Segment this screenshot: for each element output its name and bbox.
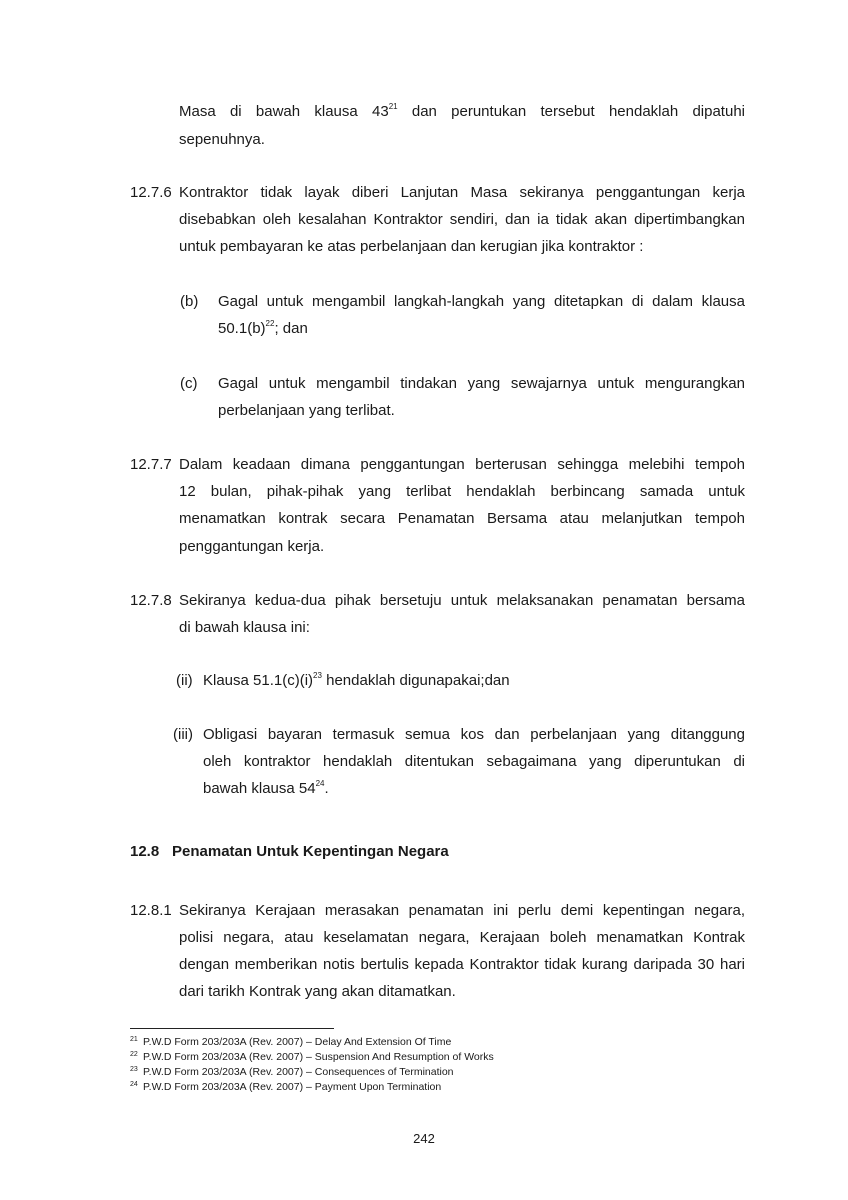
footnote-21 <box>130 1036 452 1049</box>
s1281-line-2: polisi negara, atau keselamatan negara, Kerajaan boleh menamatkan Kontrak <box>179 929 745 946</box>
item-ii-line-1-post: hendaklah digunapakai;dan <box>321 672 510 689</box>
s1278-line-1: Sekiranya kedua-dua pihak bersetuju untuk melaksanakan penamatan bersama <box>179 592 745 609</box>
item-b-line-2-post: ; dan <box>274 320 308 337</box>
s1281-line-1: Sekiranya Kerajaan merasakan penamatan ini perlu demi kepentingan negara, <box>179 902 745 919</box>
item-ii-label: (ii) <box>176 672 193 689</box>
intro-line-2: sepenuhnya. <box>179 131 265 148</box>
footnote-24 <box>130 1081 442 1094</box>
item-b-line-2 <box>218 320 308 338</box>
s1281-line-4: dari tarikh Kontrak yang akan ditamatkan. <box>179 983 456 1000</box>
section-number-1276: 12.7.6 <box>130 184 172 201</box>
footnote-number: 22 <box>130 1051 138 1058</box>
s1277-line-2: 12 bulan, pihak-pihak yang terlibat hendaklah berbincang samada untuk <box>179 483 745 500</box>
page-number: 242 <box>413 1131 435 1146</box>
item-iii-line-3-post: . <box>324 780 329 797</box>
footnote-text: P.W.D Form 203/203A (Rev. 2007) – Suspension And Resumption of Works <box>143 1051 494 1063</box>
footnote-text: P.W.D Form 203/203A (Rev. 2007) – Consequences of Termination <box>143 1066 454 1078</box>
item-ii-line-1 <box>203 672 510 690</box>
section-heading-128: Penamatan Untuk Kepentingan Negara <box>172 843 449 860</box>
item-b-line-2-text: 50.1(b) <box>218 320 266 337</box>
item-c-line-1: Gagal untuk mengambil tindakan yang sewajarnya untuk mengurangkan <box>218 375 745 392</box>
footnote-text: P.W.D Form 203/203A (Rev. 2007) – Payment Upon Termination <box>143 1081 442 1093</box>
s1276-line-2: disebabkan oleh kesalahan Kontraktor sendiri, dan ia tidak akan dipertimbangkan <box>179 211 745 228</box>
item-b-line-1: Gagal untuk mengambil langkah-langkah yang ditetapkan di dalam klausa <box>218 293 745 310</box>
footnote-ref-24: 24 <box>315 779 325 788</box>
section-number-1281: 12.8.1 <box>130 902 172 919</box>
item-iii-line-3-text: bawah klausa 54 <box>203 780 316 797</box>
s1281-line-3: dengan memberikan notis bertulis kepada Kontraktor tidak kurang daripada 30 hari <box>179 956 745 973</box>
intro-line-1-text-post: dan peruntukan tersebut hendaklah dipatuhi <box>397 103 745 120</box>
intro-line-1-text: Masa di bawah klausa 43 <box>179 103 389 120</box>
footnote-23 <box>130 1066 454 1079</box>
item-c-line-2: perbelanjaan yang terlibat. <box>218 402 395 419</box>
footnote-number: 21 <box>130 1036 138 1043</box>
item-iii-line-3 <box>203 780 329 798</box>
item-iii-line-2: oleh kontraktor hendaklah ditentukan sebagaimana yang diperuntukan di <box>203 753 745 770</box>
footnote-ref-21: 21 <box>388 102 398 111</box>
footnote-ref-23: 23 <box>313 671 322 680</box>
s1277-line-3: menamatkan kontrak secara Penamatan Bersama atau melanjutkan tempoh <box>179 510 745 527</box>
item-c-label: (c) <box>180 375 198 392</box>
s1278-line-2: di bawah klausa ini: <box>179 619 310 636</box>
footnote-22 <box>130 1051 494 1064</box>
s1277-line-1: Dalam keadaan dimana penggantungan berterusan sehingga melebihi tempoh <box>179 456 745 473</box>
footnote-number: 24 <box>130 1081 138 1088</box>
footnote-number: 23 <box>130 1066 138 1073</box>
s1276-line-3: untuk pembayaran ke atas perbelanjaan dan kerugian jika kontraktor : <box>179 238 644 255</box>
section-number-1277: 12.7.7 <box>130 456 172 473</box>
s1276-line-1: Kontraktor tidak layak diberi Lanjutan Masa sekiranya penggantungan kerja <box>179 184 745 201</box>
footnote-separator <box>130 1028 334 1029</box>
item-b-label: (b) <box>180 293 199 310</box>
footnote-ref-22: 22 <box>265 319 275 328</box>
item-iii-line-1: Obligasi bayaran termasuk semua kos dan perbelanjaan yang ditanggung <box>203 726 745 743</box>
item-iii-label: (iii) <box>173 726 193 743</box>
intro-line-1 <box>179 103 745 121</box>
s1277-line-4: penggantungan kerja. <box>179 538 325 555</box>
section-number-1278: 12.7.8 <box>130 592 172 609</box>
item-ii-line-1-text: Klausa 51.1(c)(i) <box>203 672 314 689</box>
footnote-text: P.W.D Form 203/203A (Rev. 2007) – Delay And Extension Of Time <box>143 1036 452 1048</box>
section-number-128: 12.8 <box>130 843 160 860</box>
